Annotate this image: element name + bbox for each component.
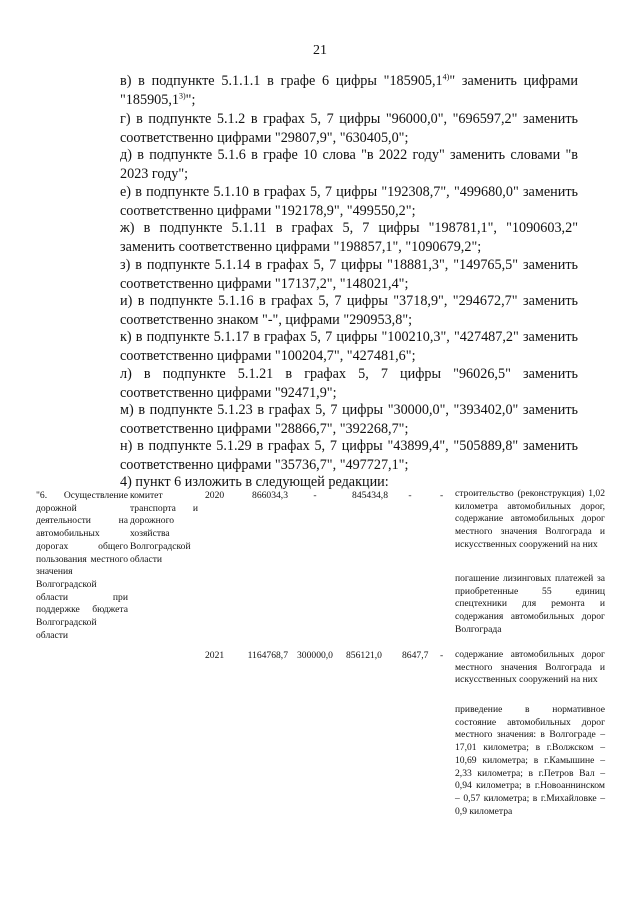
regional-2021: 856121,0 [346, 650, 382, 661]
amendment-i: и) в подпункте 5.1.16 в графах 5, 7 цифры "3718,9", "294672,7" заменить соответственно знаком "-", цифрами "290953,8"; [120, 293, 578, 328]
federal-2020: - [313, 490, 317, 501]
year-2021: 2021 [205, 650, 225, 661]
amendment-m: м) в подпункте 5.1.23 в графах 5, 7 цифры "30000,0", "393402,0" заменить соответственно цифрами "28866,7", "392268,7"; [120, 402, 578, 437]
amendment-d: д) в подпункте 5.1.6 в графе 10 слова "в 2022 году" заменить словами "в 2023 году"; [120, 147, 578, 182]
result-2020-2: погашение лизинговых платежей за приобретенные 55 единиц спецтехники для ремонта и содержания автомобильных дорог Волгограда [455, 573, 605, 635]
result-2021-1: содержание автомобильных дорог местного значения Волгограда и искусственных сооружений на них [455, 649, 605, 686]
local-2021: 8647,7 [402, 650, 429, 661]
amendment-g: г) в подпункте 5.1.2 в графах 5, 7 цифры "96000,0", "696597,2" заменить соответственно цифрами "29807,9", "630405,0"; [120, 111, 578, 146]
total-2021: 1164768,7 [247, 650, 288, 661]
amendment-l: л) в подпункте 5.1.21 в графах 5, 7 цифры "96026,5" заменить соответственно цифрами "92471,9"; [120, 366, 578, 401]
local-2020: - [408, 490, 412, 501]
amendment-zh: ж) в подпункте 5.1.11 в графах 5, 7 цифры "198781,1", "1090603,2" заменить соответственно цифрами "198857,1", "1090679,2"; [120, 220, 578, 255]
federal-2021: 300000,0 [297, 650, 333, 661]
regional-2020: 845434,8 [352, 490, 388, 501]
other-2020: - [440, 490, 444, 501]
amendment-n: н) в подпункте 5.1.29 в графах 5, 7 цифры "43899,4", "505889,8" заменить соответственно цифрами "35736,7", "497727,1"; [120, 438, 578, 473]
other-2021: - [440, 650, 444, 661]
item-4-intro: 4) пункт 6 изложить в следующей редакции: [120, 474, 389, 490]
amendment-e: е) в подпункте 5.1.10 в графах 5, 7 цифры "192308,7", "499680,0" заменить соответственно цифрами "192178,9", "499550,2"; [120, 184, 578, 219]
page-number: 21 [313, 43, 327, 58]
total-2020: 866034,3 [252, 490, 288, 501]
amendment-k: к) в подпункте 5.1.17 в графах 5, 7 цифры "100210,3", "427487,2" заменить соответственно цифрами "100204,7", "427481,6"; [120, 329, 578, 364]
amendment-v: в) в подпункте 5.1.1.1 в графе 6 цифры "185905,1$^{4)}$" заменить цифрами "185905,1$^{3)}$"; [120, 72, 579, 108]
executor: комитет транспорта и дорожного хозяйства Волгоградской области [130, 490, 198, 565]
year-2020: 2020 [205, 490, 225, 501]
measure-name: "6. Осуществление дорожной деятельности на автомобильных дорогах общего пользования местного значения Волгоградской области при поддержке бюджета Волгоградской области [36, 490, 128, 641]
amendment-z: з) в подпункте 5.1.14 в графах 5, 7 цифры "18881,3", "149765,5" заменить соответственно цифрами "17137,2", "148021,4"; [120, 257, 578, 292]
result-2021-2: приведение в нормативное состояние автомобильных дорог местного значения: в Волгограде – 17,01 километра; в г.Волжском – 10,69 километра; в г.Камышине – 2,33 километра; в г.Петров Вал – 0,94 километра; в г.Новоаннинском – 0,57 километра; в г.Михайловке – 0,9 километра [455, 704, 605, 817]
result-2020-1: строительство (реконструкция) 1,02 километра автомобильных дорог, содержание автомобильных дорог местного значения Волгограда и искусственных сооружений на них [455, 488, 605, 550]
